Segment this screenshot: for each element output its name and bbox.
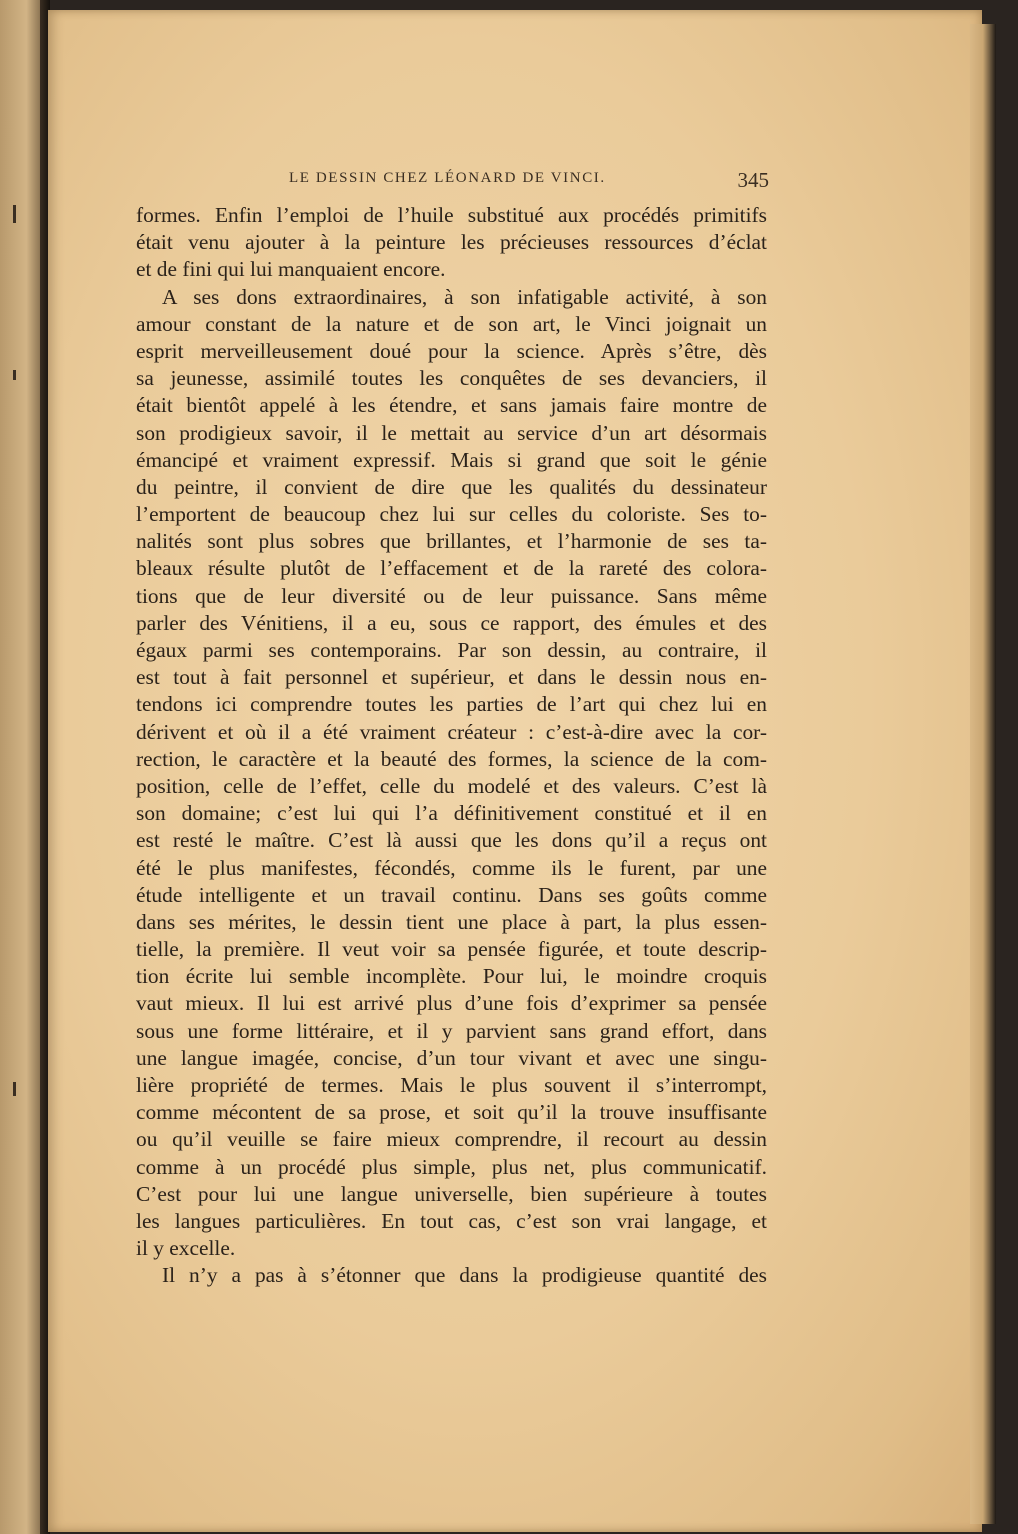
text-line: est tout à fait personnel et supérieur, et dans le dessin nous en- (136, 665, 767, 690)
text-line: l’emportent de beaucoup chez lui sur celles du coloriste. Ses to- (136, 502, 767, 527)
margin-mark (13, 370, 16, 380)
text-line: rection, le caractère et la beauté des formes, la science de la com- (136, 746, 767, 771)
text-line: émancipé et vraiment expressif. Mais si grand que soit le génie (136, 447, 767, 472)
text-line: tielle, la première. Il veut voir sa pensée figurée, et toute descrip- (136, 937, 767, 962)
text-line: nalités sont plus sobres que brillantes, et l’harmonie de ses ta- (136, 529, 767, 554)
body-text (136, 202, 767, 1290)
text-line: parler des Vénitiens, il a eu, sous ce rapport, des émules et des (136, 610, 767, 635)
text-line: été le plus manifestes, fécondés, comme ils le furent, par une (136, 855, 767, 880)
text-line: formes. Enfin l’emploi de l’huile substitué aux procédés primitifs (136, 203, 767, 227)
text-line: était venu ajouter à la peinture les précieuses ressources d’éclat (136, 230, 767, 255)
text-line: vaut mieux. Il lui est arrivé plus d’une fois d’exprimer sa pensée (136, 991, 767, 1016)
text-line: les langues particulières. En tout cas, c’est son vrai langage, et (136, 1208, 767, 1233)
text-line: ou qu’il veuille se faire mieux comprendre, il recourt au dessin (136, 1127, 767, 1152)
text-line: est resté le maître. C’est là aussi que les dons qu’il a reçus ont (136, 828, 767, 853)
text-line: position, celle de l’effet, celle du modelé et des valeurs. C’est là (136, 773, 767, 798)
text-line: A ses dons extraordinaires, à son infatigable activité, à son (162, 284, 767, 309)
text-line: était bientôt appelé à les étendre, et sans jamais faire montre de (136, 393, 767, 418)
text-line: dans ses mérites, le dessin tient une place à part, la plus essen- (136, 909, 767, 934)
text-line: lière propriété de termes. Mais le plus souvent il s’interrompt, (136, 1073, 767, 1097)
text-line: sa jeunesse, assimilé toutes les conquêtes de ses devanciers, il (136, 366, 767, 391)
page-number: 345 (737, 168, 769, 192)
text-line: il y excelle. (136, 1236, 236, 1261)
text-line: amour constant de la nature et de son art, le Vinci joignait un (136, 311, 767, 336)
text-line: étude intelligente et un travail continu. Dans ses goûts comme (136, 882, 767, 907)
text-line: une langue imagée, concise, d’un tour vivant et avec une singu- (136, 1045, 767, 1070)
running-title: LE DESSIN CHEZ LÉONARD DE VINCI. (289, 170, 606, 186)
text-line: et de fini qui lui manquaient encore. (136, 257, 446, 282)
text-line: son domaine; c’est lui qui l’a définitivement constitué et il en (136, 801, 767, 826)
facing-page-edge (0, 0, 44, 1534)
text-line: C’est pour lui une langue universelle, bien supérieure à toutes (136, 1181, 767, 1206)
text-line: tion écrite lui semble incomplète. Pour lui, le moindre croquis (136, 964, 767, 989)
running-head (289, 170, 769, 192)
text-line: égaux parmi ses contemporains. Par son dessin, au contraire, il (136, 638, 767, 662)
text-line: bleaux résulte plutôt de l’effacement et de la rareté des colora- (136, 556, 767, 581)
margin-mark (13, 1082, 16, 1096)
text-line: dérivent et où il a été vraiment créateur : c’est-à-dire avec la cor- (136, 719, 767, 744)
text-line: esprit merveilleusement doué pour la science. Après s’être, dès (136, 338, 767, 363)
text-line: comme mécontent de sa prose, et soit qu’il la trouve insuffisante (136, 1100, 767, 1125)
text-line: Il n’y a pas à s’étonner que dans la prodigieuse quantité des (162, 1263, 767, 1288)
margin-mark (13, 205, 16, 223)
text-line: sous une forme littéraire, et il y parvient sans grand effort, dans (136, 1018, 767, 1043)
text-line: du peintre, il convient de dire que les qualités du dessinateur (136, 474, 767, 499)
text-line: son prodigieux savoir, il le mettait au service d’un art désormais (136, 420, 767, 445)
text-line: comme à un procédé plus simple, plus net, plus communicatif. (136, 1154, 767, 1179)
page-fore-edge (970, 24, 996, 1524)
text-line: tions que de leur diversité ou de leur puissance. Sans même (136, 583, 767, 608)
text-line: tendons ici comprendre toutes les parties de l’art qui chez lui en (136, 692, 767, 717)
